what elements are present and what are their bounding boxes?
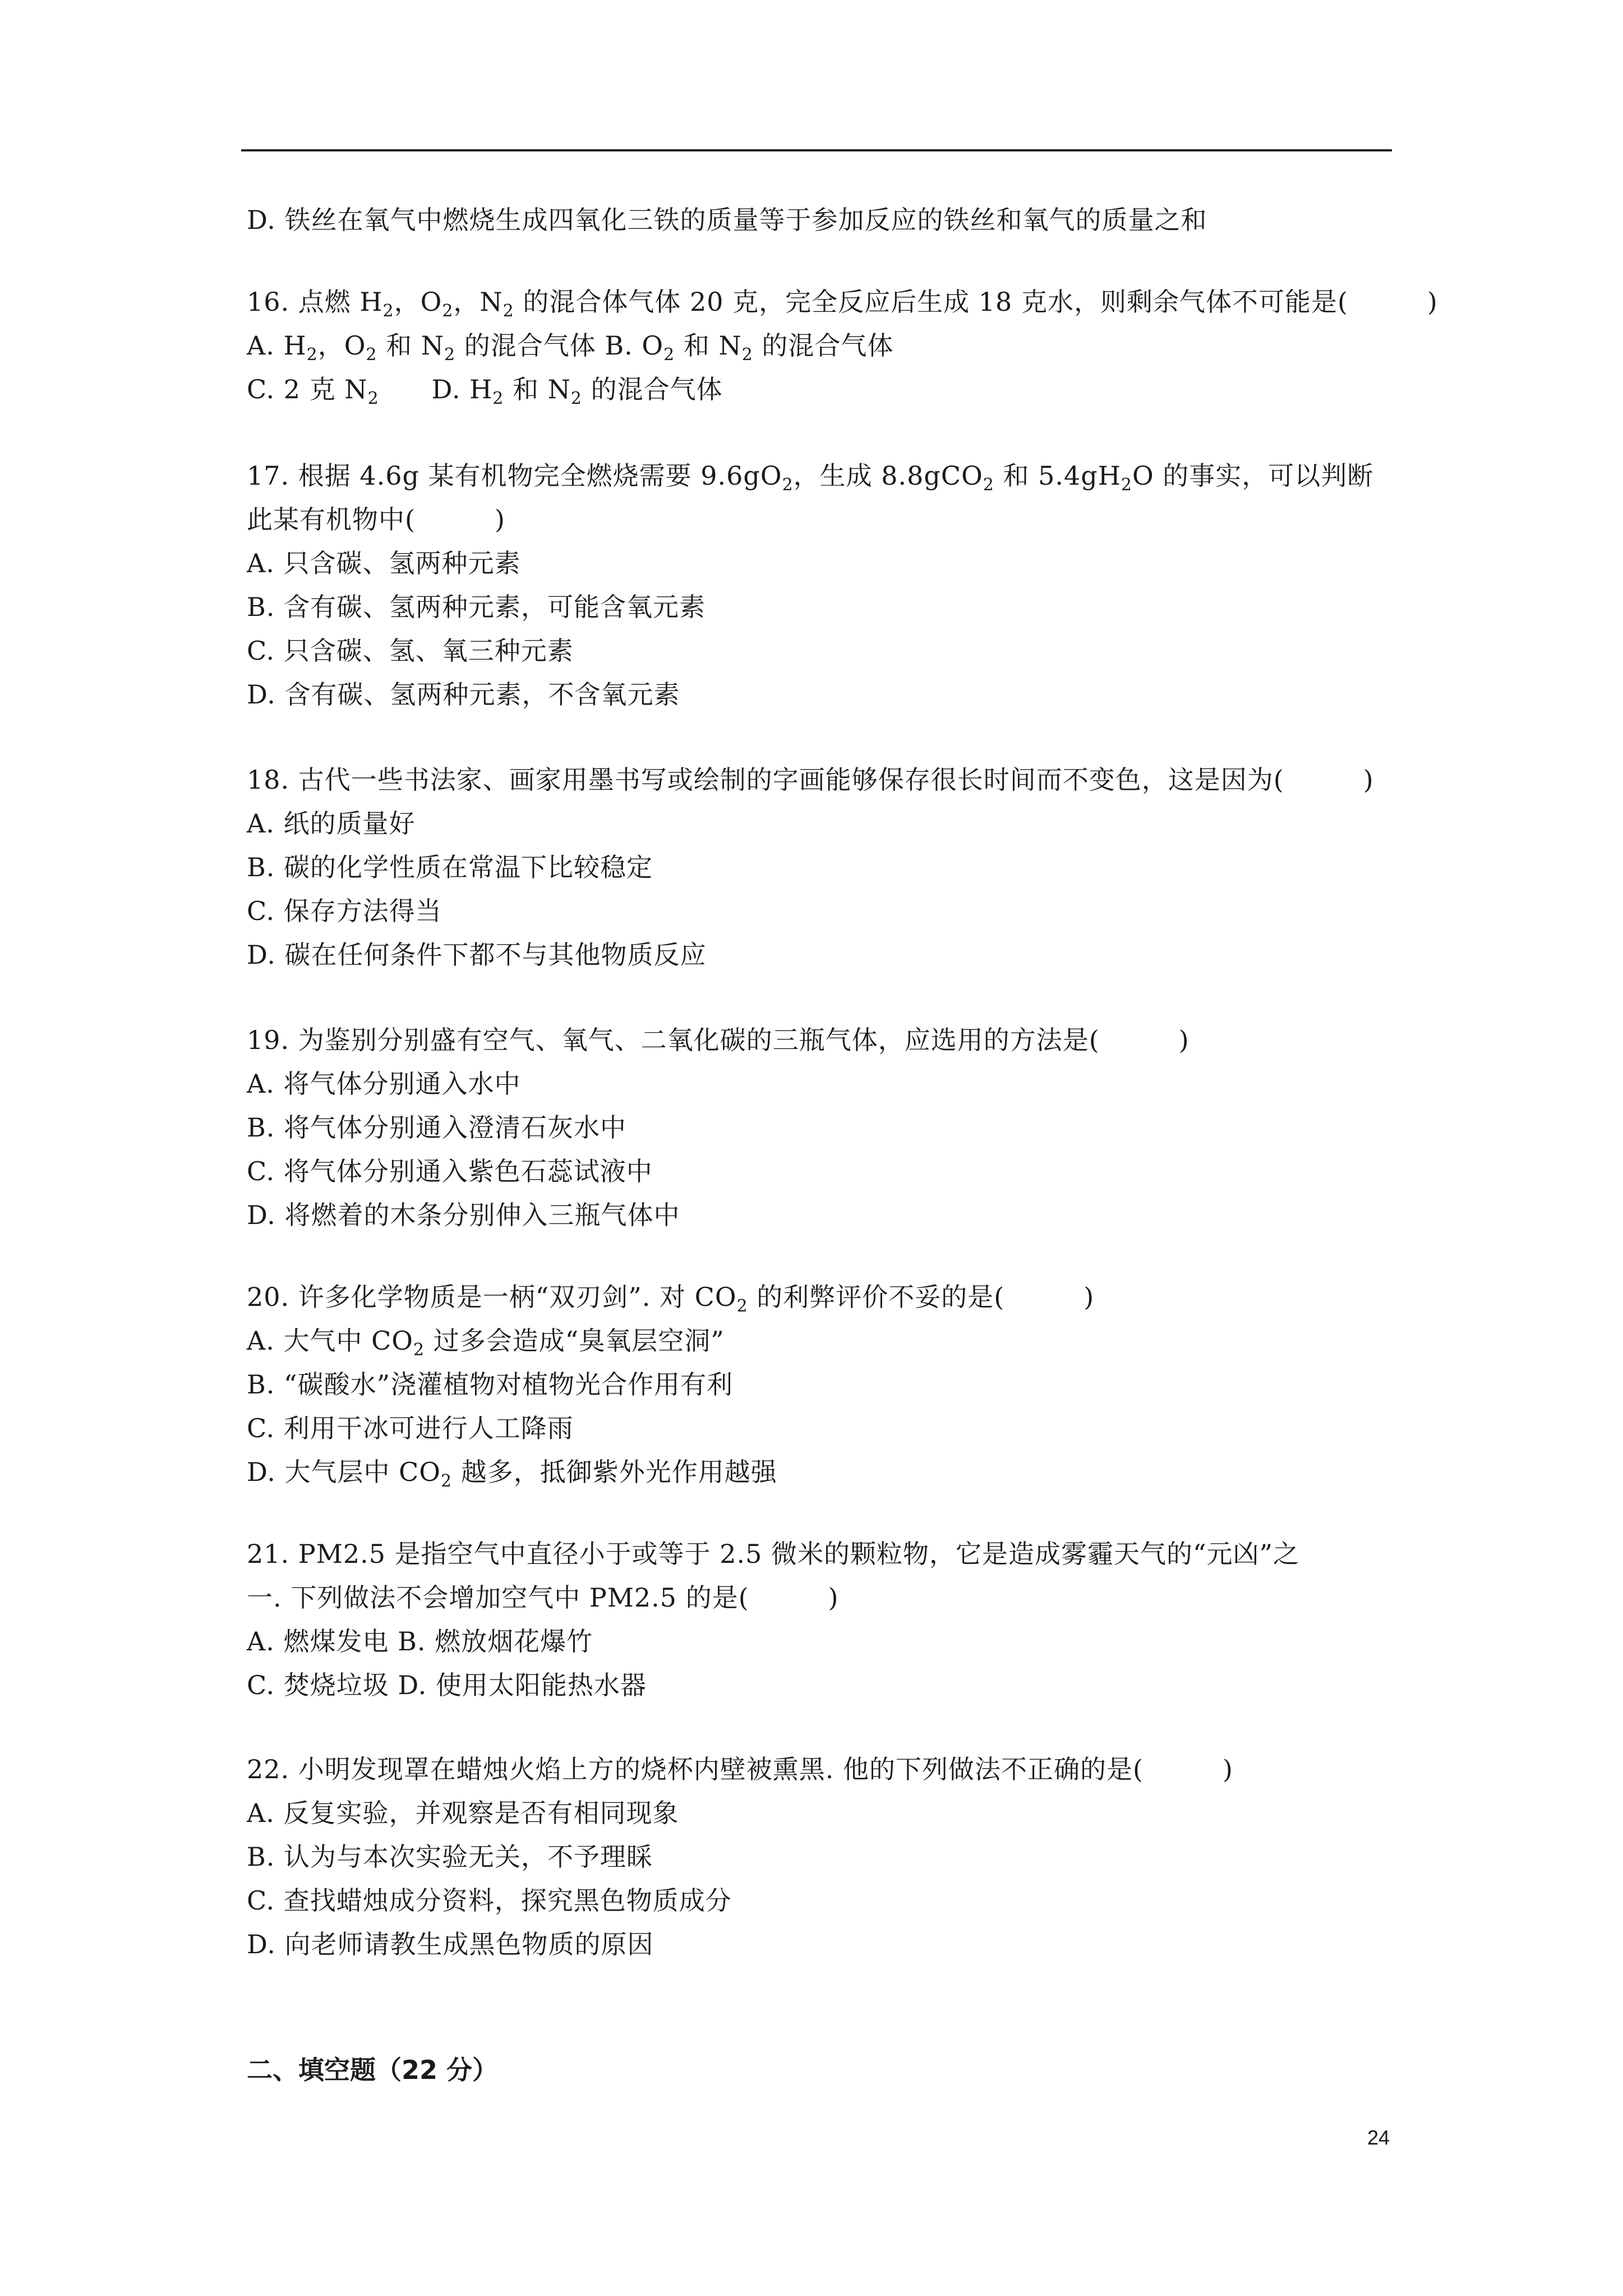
q20-stem-sub1: 2 xyxy=(736,1296,748,1316)
q22-option-d: D. 向老师请教生成黑色物质的原因 xyxy=(247,1929,654,1959)
q20-oa-b: 过多会造成“臭氧层空洞” xyxy=(425,1326,725,1356)
q17-option-c: C. 只含碳、氢、氧三种元素 xyxy=(247,636,574,666)
q16-ab-sub3: 2 xyxy=(444,345,456,365)
q17-option-d: D. 含有碳、氢两种元素，不含氧元素 xyxy=(247,679,680,710)
q16-cd-sub3: 2 xyxy=(570,389,582,408)
q16-ab-d: 的混合气体 B. O xyxy=(455,330,664,361)
q17-stem-line1 xyxy=(247,459,1373,493)
q20-oa-sub: 2 xyxy=(413,1340,425,1360)
q16-ab-sub5: 2 xyxy=(741,345,753,365)
q16-stem xyxy=(247,285,1438,319)
q16-stem-sub1: 2 xyxy=(382,301,394,321)
q21-options-cd: C. 焚烧垃圾 D. 使用太阳能热水器 xyxy=(247,1670,647,1700)
q20-stem-b: 的利弊评价不妥的是( ) xyxy=(748,1282,1095,1312)
q16-stem-text-a: 16. 点燃 H xyxy=(247,287,383,317)
q17-s1-d: O 的事实，可以判断 xyxy=(1132,461,1374,491)
header-rule xyxy=(241,149,1392,151)
page-number: 24 xyxy=(1367,2126,1390,2149)
q19-stem: 19. 为鉴别分别盛有空气、氧气、二氧化碳的三瓶气体，应选用的方法是( ) xyxy=(247,1025,1189,1055)
q20-option-b: B. “碳酸水”浇灌植物对植物光合作用有利 xyxy=(247,1369,734,1400)
q21-stem-line1: 21. PM2.5 是指空气中直径小于或等于 2.5 微米的颗粒物，它是造成雾霾天气的“元凶”之 xyxy=(247,1539,1300,1569)
q20-stem xyxy=(247,1280,1094,1314)
q16-stem-sub2: 2 xyxy=(442,301,454,321)
q17-s1-c: 和 5.4gH xyxy=(994,461,1121,491)
q17-s1-a: 17. 根据 4.6g 某有机物完全燃烧需要 9.6gO xyxy=(247,461,782,491)
section-heading: 二、填空题（22 分） xyxy=(247,2055,499,2085)
q16-cd-c: 和 N xyxy=(504,374,571,404)
q18-option-b: B. 碳的化学性质在常温下比较稳定 xyxy=(247,852,653,882)
q16-options-ab xyxy=(247,329,894,365)
q16-ab-sub1: 2 xyxy=(306,345,318,365)
q16-stem-sub3: 2 xyxy=(502,301,514,321)
q16-stem-text-d: 的混合体气体 20 克，完全反应后生成 18 克水，则剩余气体不可能是( ) xyxy=(514,287,1438,317)
q15-option-d-text: D. 铁丝在氧气中燃烧生成四氧化三铁的质量等于参加反应的铁丝和氧气的质量之和 xyxy=(247,205,1207,235)
q20-oa-a: A. 大气中 CO xyxy=(247,1326,413,1356)
q16-ab-f: 的混合气体 xyxy=(753,330,894,361)
q20-option-c: C. 利用干冰可进行人工降雨 xyxy=(247,1413,574,1443)
q19-option-c: C. 将气体分别通入紫色石蕊试液中 xyxy=(247,1156,653,1186)
q17-s1-b: ，生成 8.8gCO xyxy=(793,461,983,491)
q16-cd-sub2: 2 xyxy=(492,389,504,408)
q16-ab-c: 和 N xyxy=(377,330,444,361)
q21-options-ab: A. 燃煤发电 B. 燃放烟花爆竹 xyxy=(247,1626,593,1657)
q22-option-c: C. 查找蜡烛成分资料，探究黑色物质成分 xyxy=(247,1885,732,1916)
q22-stem: 22. 小明发现罩在蜡烛火焰上方的烧杯内壁被熏黑. 他的下列做法不正确的是( ) xyxy=(247,1754,1233,1784)
q20-option-d xyxy=(247,1455,777,1489)
q22-option-a: A. 反复实验，并观察是否有相同现象 xyxy=(247,1798,679,1828)
q20-od-a: D. 大气层中 CO xyxy=(247,1457,441,1487)
q18-option-a: A. 纸的质量好 xyxy=(247,808,416,839)
q19-option-b: B. 将气体分别通入澄清石灰水中 xyxy=(247,1112,627,1143)
q17-s1-sub1: 2 xyxy=(782,475,794,495)
q20-option-a xyxy=(247,1324,725,1358)
q17-stem-line2: 此某有机物中( ) xyxy=(247,504,505,535)
q18-option-c: C. 保存方法得当 xyxy=(247,896,442,926)
q17-s1-sub3: 2 xyxy=(1121,475,1132,495)
q19-option-d: D. 将燃着的木条分别伸入三瓶气体中 xyxy=(247,1200,680,1230)
q17-option-b: B. 含有碳、氢两种元素，可能含氧元素 xyxy=(247,592,706,622)
q16-stem-text-b: ，O xyxy=(394,287,442,317)
q17-s1-sub2: 2 xyxy=(983,475,994,495)
q21-stem-line2: 一. 下列做法不会增加空气中 PM2.5 的是( ) xyxy=(247,1582,839,1613)
q16-cd-sub1: 2 xyxy=(367,389,379,408)
q18-stem: 18. 古代一些书法家、画家用墨书写或绘制的字画能够保存很长时间而不变色，这是因为( ) xyxy=(247,765,1374,795)
q16-ab-sub2: 2 xyxy=(366,345,377,365)
q16-cd-d: 的混合气体 xyxy=(582,374,723,404)
q20-stem-a: 20. 许多化学物质是一柄“双刃剑”. 对 CO xyxy=(247,1282,737,1312)
q19-option-a: A. 将气体分别通入水中 xyxy=(247,1069,521,1099)
q16-options-cd xyxy=(247,372,723,406)
q16-cd-a: C. 2 克 N xyxy=(247,374,368,404)
q18-option-d: D. 碳在任何条件下都不与其他物质反应 xyxy=(247,940,707,970)
q16-ab-sub4: 2 xyxy=(663,345,675,365)
q16-ab-e: 和 N xyxy=(675,330,742,361)
q16-stem-text-c: ，N xyxy=(453,287,503,317)
q20-od-b: 越多，抵御紫外光作用越强 xyxy=(452,1457,777,1487)
q17-option-a: A. 只含碳、氢两种元素 xyxy=(247,548,521,578)
q15-option-d xyxy=(247,203,1207,237)
q20-od-sub: 2 xyxy=(441,1471,453,1491)
q16-cd-b: D. H xyxy=(379,374,493,404)
q22-option-b: B. 认为与本次实验无关，不予理睬 xyxy=(247,1842,653,1872)
q16-ab-a: A. H xyxy=(247,330,307,361)
q16-ab-b: ，O xyxy=(317,330,366,361)
